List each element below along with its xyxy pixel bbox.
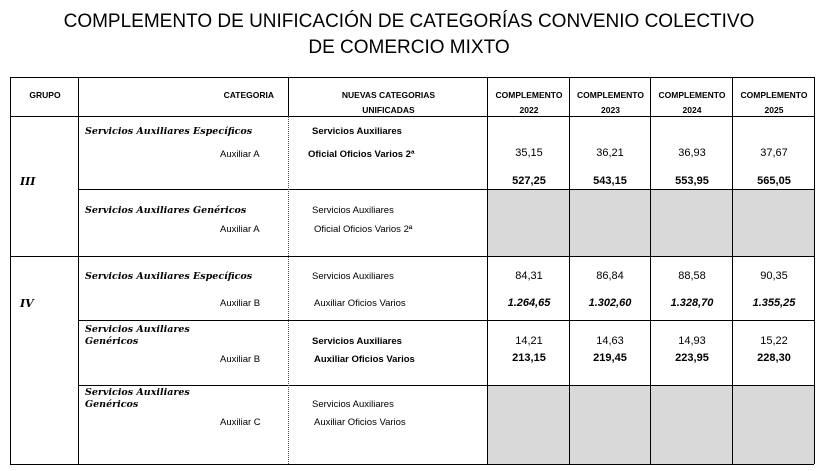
row5-new-category-2: Auxiliar Oficios Varios: [314, 417, 406, 428]
document-title-line-2: DE COMERCIO MIXTO: [308, 37, 510, 58]
row4-value-2025: 15,22: [760, 335, 788, 347]
row4-new-category-1: Servicios Auxiliares: [312, 336, 402, 347]
row1-total-2023: 543,15: [593, 175, 627, 187]
header-nuevas-line-2: UNIFICADAS: [362, 105, 415, 115]
row5-category-title-2: Genéricos: [85, 399, 139, 410]
row1-new-category-2: Oficial Oficios Varios 2ª: [308, 149, 415, 160]
row4-category-title-1: Servicios Auxiliares: [85, 324, 190, 335]
row4-total-2025: 228,30: [757, 352, 791, 364]
row3-total-2022: 1.264,65: [507, 297, 551, 309]
row1-value-2023: 36,21: [596, 147, 624, 159]
col-2023-border: [650, 77, 651, 464]
header-complemento-2024: [652, 88, 732, 118]
header-year: 2023: [601, 105, 620, 115]
header-complemento-label: COMPLEMENTO: [658, 90, 726, 100]
row3-total-2024: 1.328,70: [670, 297, 714, 309]
row1-total-2022: 527,25: [512, 175, 546, 187]
col-2024-border: [732, 77, 733, 464]
row1-value-2025: 37,67: [760, 147, 788, 159]
row1-total-2024: 553,95: [675, 175, 709, 187]
row3-value-2024: 88,58: [678, 270, 706, 282]
row3-total-2025: 1.355,25: [752, 297, 796, 309]
row1-new-category-1: Servicios Auxiliares: [312, 126, 402, 137]
row1-category-sub: Auxiliar A: [220, 149, 260, 160]
row3-bottom-border: [78, 320, 814, 321]
row3-value-2023: 86,84: [596, 270, 624, 282]
group-divider: [10, 256, 814, 257]
group-label-iii: III: [20, 175, 36, 188]
table-top-border: [10, 77, 814, 78]
header-categoria: CATEGORIA: [223, 90, 274, 100]
row5-category-title-1: Servicios Auxiliares: [85, 387, 190, 398]
header-complemento-label: COMPLEMENTO: [740, 90, 808, 100]
row1-value-2024: 36,93: [678, 147, 706, 159]
header-complemento-2025: [734, 88, 814, 118]
group-label-iv: IV: [20, 297, 34, 310]
row3-value-2025: 90,35: [760, 270, 788, 282]
row1-bottom-border: [78, 189, 814, 190]
header-year: 2025: [764, 105, 784, 115]
header-complemento-2023: [571, 88, 650, 118]
row4-value-2022: 14,21: [515, 335, 543, 347]
row1-value-2022: 35,15: [515, 147, 543, 159]
row4-new-category-2: Auxiliar Oficios Varios: [314, 354, 415, 365]
row3-category-sub: Auxiliar B: [220, 298, 261, 309]
row4-total-2022: 213,15: [512, 352, 546, 364]
row3-category-title: Servicios Auxiliares Específicos: [85, 271, 253, 282]
row2-new-category-2: Oficial Oficios Varios 2ª: [314, 224, 413, 235]
grupo-column-border: [78, 77, 79, 464]
header-grupo: GRUPO: [29, 90, 61, 100]
nuevas-column-border: [487, 77, 488, 464]
row4-value-2023: 14,63: [596, 335, 624, 347]
row2-category-sub: Auxiliar A: [220, 224, 260, 235]
row1-category-title: Servicios Auxiliares Específicos: [85, 126, 253, 137]
table-right-border: [814, 77, 815, 464]
table-left-border: [10, 77, 11, 464]
row4-value-2024: 14,93: [678, 335, 706, 347]
row2-category-title: Servicios Auxiliares Genéricos: [85, 205, 247, 216]
header-complemento-label: COMPLEMENTO: [495, 90, 563, 100]
row1-total-2025: 565,05: [757, 175, 791, 187]
row4-category-sub: Auxiliar B: [220, 354, 261, 365]
row2-new-category-1: Servicios Auxiliares: [312, 205, 394, 216]
header-nuevas-categorias: [290, 88, 487, 118]
row3-value-2022: 84,31: [515, 270, 543, 282]
row3-new-category-2: Auxiliar Oficios Varios: [314, 298, 406, 309]
header-complemento-label: COMPLEMENTO: [577, 90, 644, 100]
col-2022-border: [569, 77, 570, 464]
header-complemento-2022: [489, 88, 569, 118]
header-nuevas-line-1: NUEVAS CATEGORIAS: [341, 90, 436, 100]
categoria-column-border-header: [288, 77, 289, 117]
row3-total-2023: 1.302,60: [588, 297, 632, 309]
row3-new-category-1: Servicios Auxiliares: [312, 271, 394, 282]
row4-category-title-2: Genéricos: [85, 336, 139, 347]
row4-bottom-border: [78, 385, 814, 386]
row4-total-2023: 219,45: [593, 352, 627, 364]
row4-total-2024: 223,95: [675, 352, 709, 364]
document-title-line-1: COMPLEMENTO DE UNIFICACIÓN DE CATEGORÍAS CONVENIO COLECTIVO: [63, 11, 755, 32]
table-bottom-border: [10, 464, 814, 465]
header-year: 2022: [519, 105, 539, 115]
categoria-column-divider-dotted: [288, 116, 289, 464]
header-year: 2024: [682, 105, 702, 115]
row5-new-category-1: Servicios Auxiliares: [312, 399, 394, 410]
row5-category-sub: Auxiliar C: [220, 417, 261, 428]
